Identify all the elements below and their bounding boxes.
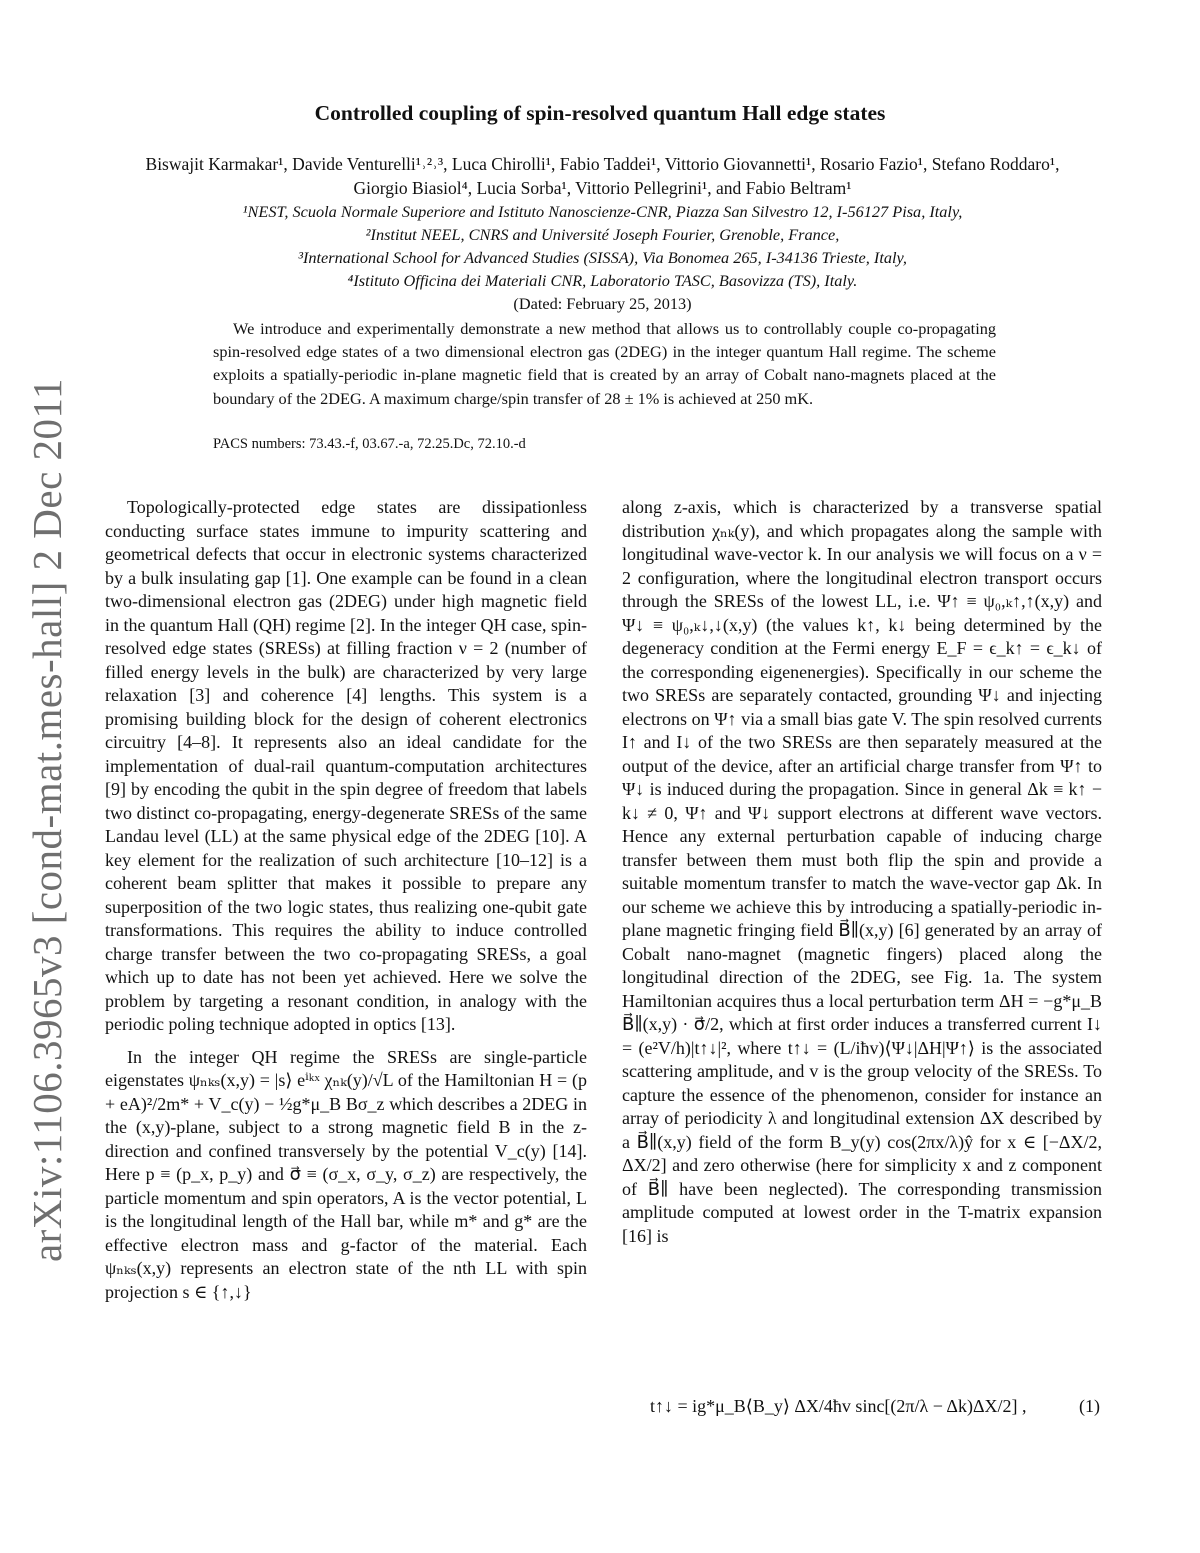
affiliation-1: ¹NEST, Scuola Normale Superiore and Istituto Nanoscienze-CNR, Piazza San Silvestro 12, I-56127 Pisa, Italy,: [242, 202, 963, 221]
dated-line: (Dated: February 25, 2013): [513, 294, 692, 313]
body-paragraph: Topologically-protected edge states are dissipationless conducting surface states immune to impurity scattering and geometrical defects that occur in electronic systems characterized by a bulk insulating gap [1]. One example can be found in a clean two-dimensional electron gas (2DEG) under high magnetic field in the quantum Hall (QH) regime [2]. In the integer QH case, spin-resolved edge states (SRESs) at filling fraction ν = 2 (number of filled energy levels in the bulk) are characterized by very large relaxation [3] and coherence [4] lengths. This system is a promising building block for the design of coherent electronics circuitry [4–8]. It represents also an ideal candidate for the implementation of dual-rail quantum-computation architectures [9] by encoding the qubit in the spin degree of freedom that labels two distinct co-propagating, energy-degenerate SRESs of the same Landau level (LL) at the same physical edge of the 2DEG [10]. A key element for the realization of such architecture [10–12] is a coherent beam splitter that makes it possible to prepare any superposition of the two logic states, thus realizing one-qubit gate transformations. This requires the ability to induce controlled charge transfer between the two co-propagating SRESs, a goal which up to date has not been yet achieved. Here we solve the problem by targeting a resonant condition, in analogy with the periodic poling technique adopted in optics [13].: [105, 497, 587, 1034]
paper-title: Controlled coupling of spin-resolved quantum Hall edge states: [314, 101, 886, 125]
arxiv-sidebar: [0, 355, 95, 1285]
left-column: [105, 496, 587, 1304]
equation-body: t↑↓ = ig*μ_B⟨B_y⟩ ΔX/4ħv sinc[(2π/λ − Δk)ΔX/2] ,: [650, 1396, 1027, 1416]
affiliations: [120, 200, 1085, 315]
pacs-numbers: PACS numbers: 73.43.-f, 03.67.-a, 72.25.Dc, 72.10.-d: [213, 436, 526, 452]
affiliation-4: ⁴Istituto Officina dei Materiali CNR, Laboratorio TASC, Basovizza (TS), Italy.: [347, 271, 858, 290]
arxiv-identifier: arXiv:1106.3965v3 [cond-mat.mes-hall] 2 Dec 2011: [24, 377, 71, 1263]
affiliation-3: ³International School for Advanced Studies (SISSA), Via Bonomea 265, I-34136 Trieste, Italy,: [298, 248, 907, 267]
right-column: [622, 496, 1102, 1248]
abstract: We introduce and experimentally demonstrate a new method that allows us to controllably couple co-propagating spin-resolved edge states of a two dimensional electron gas (2DEG) in the integer quantum Hall regime. The scheme exploits a spatially-periodic in-plane magnetic field that is created by an array of Cobalt nano-magnets placed at the boundary of the 2DEG. A maximum charge/spin transfer of 28 ± 1% is achieved at 250 mK.: [213, 319, 996, 408]
body-paragraph: along z-axis, which is characterized by a transverse spatial distribution χₙₖ(y), and which propagates along the sample with longitudinal wave-vector k. In our analysis we will focus on a ν = 2 configuration, where the longitudinal electron transport occurs through the SRESs of the lowest LL, i.e. Ψ↑ ≡ ψ₀,ₖ↑,↑(x,y) and Ψ↓ ≡ ψ₀,ₖ↓,↓(x,y) (the values k↑, k↓ being determined by the degeneracy condition at the Fermi energy E_F = ϵ_k↑ = ϵ_k↓ of the corresponding eigenenergies). Specifically in our scheme the two SRESs are separately contacted, grounding Ψ↓ and injecting electrons on Ψ↑ via a small bias gate V. The spin resolved currents I↑ and I↓ of the two SRESs are then separately measured at the output of the device, after an artificial charge transfer from Ψ↑ to Ψ↓ is induced during the propagation. Since in general Δk ≡ k↑ − k↓ ≠ 0, Ψ↑ and Ψ↓ support electrons at different wave vectors. Hence any external perturbation capable of inducing charge transfer between them must both flip the spin and provide a suitable momentum transfer to match the wave-vector gap Δk. In our scheme we achieve this by introducing a spatially-periodic in-plane magnetic fringing field B⃗∥(x,y) [6] generated by an array of Cobalt nano-magnet (magnetic fingers) placed along the longitudinal direction of the 2DEG, see Fig. 1a. The system Hamiltonian acquires thus a local perturbation term ΔH = −g*μ_B B⃗∥(x,y) · σ⃗/2, which at first order induces a transferred current I↓ = (e²V/h)|t↑↓|², where t↑↓ = (L/iħv)⟨Ψ↓|ΔH|Ψ↑⟩ is the associated scattering amplitude, and v is the group velocity of the SRESs. To capture the essence of the phenomenon, consider for instance an array of periodicity λ and longitudinal extension ΔX described by a B⃗∥(x,y) field of the form B_y(y) cos(2πx/λ)ŷ for x ∈ [−ΔX/2, ΔX/2] and zero otherwise (here for simplicity x and z component of B⃗∥ have been neglected). The corresponding transmission amplitude computed at lowest order in the T-matrix expansion [16] is: [622, 497, 1102, 1246]
body-paragraph: In the integer QH regime the SRESs are single-particle eigenstates ψₙₖₛ(x,y) = |s⟩ eⁱᵏˣ χₙₖ(y)/√L of the Hamiltonian H = (p + eA)²/2m* + V_c(y) − ½g*μ_B Bσ_z which describes a 2DEG in the (x,y)-plane, subject to a strong magnetic field B in the z-direction and confined transversely by the potential V_c(y) [14]. Here p ≡ (p_x, p_y) and σ⃗ ≡ (σ_x, σ_y, σ_z) are respectively, the particle momentum and spin operators, A is the vector potential, L is the longitudinal length of the Hall bar, while m* and g* are the effective electron mass and g-factor of the material. Each ψₙₖₛ(x,y) represents an electron state of the nth LL with spin projection s ∈ {↑,↓}: [105, 1046, 587, 1302]
affiliation-2: ²Institut NEEL, CNRS and Université Joseph Fourier, Grenoble, France,: [365, 225, 840, 244]
equation-number: (1): [1079, 1396, 1100, 1416]
author-list: Biswajit Karmakar¹, Davide Venturelli¹˒²˒³, Luca Chirolli¹, Fabio Taddei¹, Vittorio Giovannetti¹, Rosario Fazio¹, Stefano Roddaro¹, Giorgio Biasiol⁴, Lucia Sorba¹, Vittorio Pellegrini¹, and Fabio Beltram¹: [145, 154, 1060, 198]
